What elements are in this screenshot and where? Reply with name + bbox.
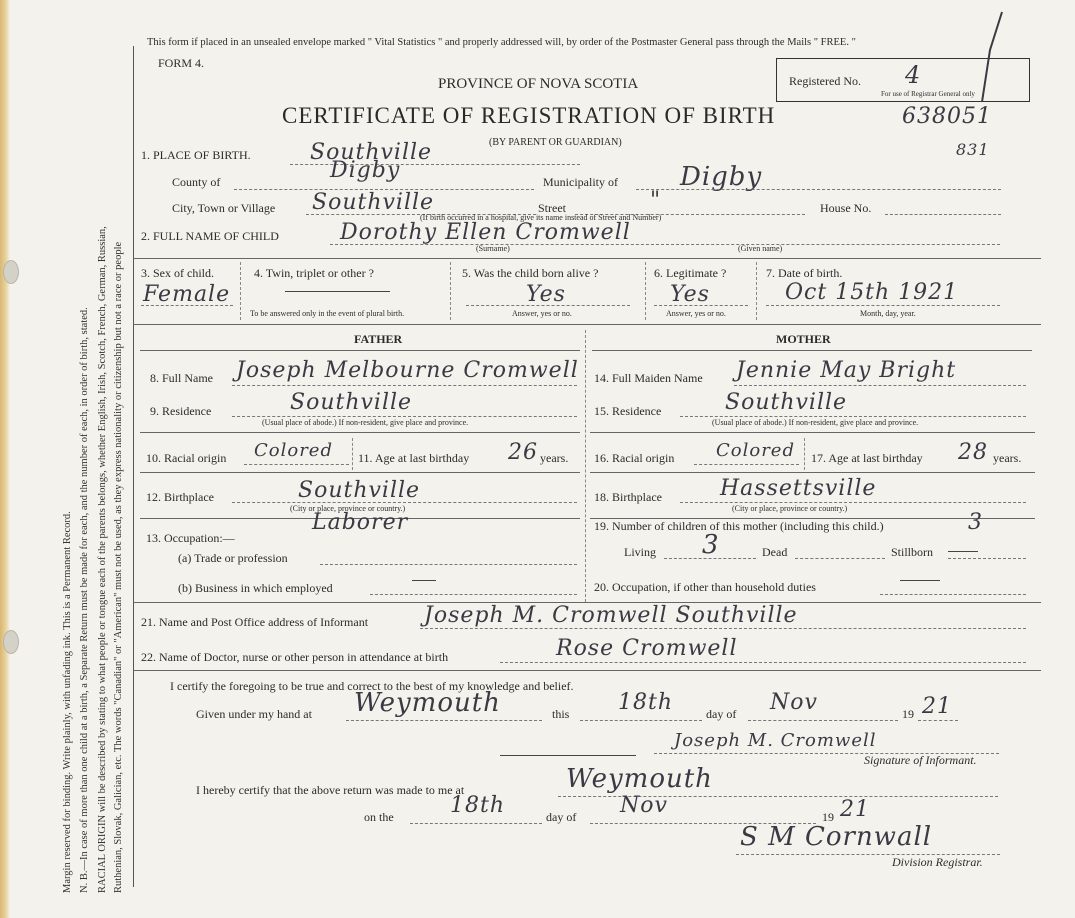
stillborn-dash xyxy=(948,551,978,552)
mother-race-value: Colored xyxy=(716,440,795,461)
doctor-line xyxy=(500,662,1026,663)
certificate-title: CERTIFICATE OF REGISTRATION OF BIRTH xyxy=(282,103,776,128)
father-birthplace-line xyxy=(232,502,577,503)
place-of-birth-label: 1. PLACE OF BIRTH. xyxy=(141,148,251,162)
section-rule xyxy=(133,258,1041,259)
column-divider xyxy=(240,262,241,320)
registered-value: 4 xyxy=(905,61,922,89)
mother-race-line xyxy=(694,464,799,465)
stamp-number: 638051 xyxy=(902,104,992,129)
mother-residence-label: 15. Residence xyxy=(594,404,662,418)
informant-line xyxy=(420,628,1026,629)
mother-birthplace-line xyxy=(680,502,1026,503)
father-race-label: 10. Racial origin xyxy=(146,451,227,465)
municipality-label: Municipality of xyxy=(543,175,618,189)
side-note-4: Ruthenian, Slovak, Galician, etc. The words "Canadian" or "American" must not be used, as they express nationality or citizenship but not a race or people xyxy=(113,241,124,893)
informant-label: 21. Name and Post Office address of Informant xyxy=(141,615,369,629)
mother-residence-line xyxy=(680,416,1026,417)
father-rule xyxy=(140,432,580,433)
side-note-1: Margin reserved for binding. Write plainly, with unfading ink. This is a Permanent Record. xyxy=(62,511,73,893)
informant-value: Joseph M. Cromwell Southville xyxy=(424,603,798,628)
child-name-line xyxy=(330,244,1000,245)
father-occupation-label: 13. Occupation:— xyxy=(146,531,235,545)
mother-heading: MOTHER xyxy=(776,332,831,346)
this-label: this xyxy=(552,707,570,721)
mother-age-value: 28 xyxy=(958,440,988,465)
father-rule xyxy=(140,350,580,351)
children-label: 19. Number of children of this mother (including this child.) xyxy=(594,519,884,533)
legitimate-note: Answer, yes or no. xyxy=(666,309,726,318)
registrar-statement: I hereby certify that the above return was made to me at xyxy=(196,783,465,797)
county-label: County of xyxy=(172,175,221,189)
mother-rule xyxy=(590,472,1035,473)
alive-note: Answer, yes or no. xyxy=(512,309,572,318)
business-label: (b) Business in which employed xyxy=(178,581,333,595)
mother-birthplace-note: (City or place, province or country.) xyxy=(732,504,848,513)
mother-occupation-label: 20. Occupation, if other than household duties xyxy=(594,580,816,594)
father-race-line xyxy=(244,464,349,465)
place-of-birth-value: Southville xyxy=(310,140,433,165)
street-value: " xyxy=(650,188,662,213)
certify-statement: I certify the foregoing to be true and correct to the best of my knowledge and belief. xyxy=(170,679,574,693)
father-birthplace-value: Southville xyxy=(298,478,421,503)
city-label: City, Town or Village xyxy=(172,201,276,215)
column-divider xyxy=(804,438,805,470)
mother-name-label: 14. Full Maiden Name xyxy=(594,371,703,385)
parents-divider xyxy=(585,330,586,602)
children-value: 3 xyxy=(968,510,983,535)
column-divider xyxy=(352,438,353,470)
binding-hole xyxy=(3,260,19,284)
side-note-2: N. B.—In case of more than one child at a birth, a Separate Return must be made for each, and the number of each, in order of birth, stated. xyxy=(79,307,90,893)
column-divider xyxy=(756,262,757,320)
form-number: FORM 4. xyxy=(158,56,205,70)
registrar-year: 21 xyxy=(840,797,870,822)
trade-line xyxy=(320,564,577,565)
given-year: 21 xyxy=(922,694,952,719)
twin-note: To be answered only in the event of plural birth. xyxy=(250,309,405,318)
registrar-day: 18th xyxy=(450,793,506,818)
father-name-line xyxy=(232,385,577,386)
registrar-month: Nov xyxy=(620,793,668,818)
child-name-label: 2. FULL NAME OF CHILD xyxy=(141,229,279,243)
living-line xyxy=(664,558,756,559)
street-label: Street xyxy=(538,201,566,215)
mother-residence-note: (Usual place of abode.) If non-resident, give place and province. xyxy=(712,418,919,427)
side-note-3: RACIAL ORIGIN will be described by stating to what people or tongue each of the parents belongs, whether English, Irish, Scotch, French, German, Russian, xyxy=(97,226,108,893)
registrar-label: Division Registrar. xyxy=(892,855,983,869)
column-divider xyxy=(450,262,451,320)
pen-mark xyxy=(960,10,1010,110)
surname-note: (Surname) xyxy=(476,244,510,253)
given-month-line xyxy=(748,720,898,721)
mother-rule xyxy=(592,350,1032,351)
mother-name-value: Jennie May Bright xyxy=(736,358,957,383)
living-label: Living xyxy=(624,545,656,559)
given-label: Given under my hand at xyxy=(196,707,312,721)
province-heading: PROVINCE OF NOVA SCOTIA xyxy=(438,76,639,92)
doctor-value: Rose Cromwell xyxy=(556,636,738,661)
given-day-line xyxy=(580,720,702,721)
mother-birthplace-label: 18. Birthplace xyxy=(594,490,662,504)
binding-edge xyxy=(0,0,10,918)
sex-label: 3. Sex of child. xyxy=(141,266,214,280)
mother-occupation-line xyxy=(880,594,1026,595)
stillborn-line xyxy=(948,558,1026,559)
hospital-note: (If birth occurred in a hospital, give its name instead of Street and Number) xyxy=(420,213,662,222)
dob-value: Oct 15th 1921 xyxy=(785,280,959,305)
trade-label: (a) Trade or profession xyxy=(178,551,288,565)
father-residence-line xyxy=(232,416,577,417)
father-residence-label: 9. Residence xyxy=(150,404,212,418)
registered-note: For use of Registrar General only xyxy=(881,90,975,98)
sex-line xyxy=(141,305,233,306)
municipality-value: Digby xyxy=(680,162,763,192)
dead-label: Dead xyxy=(762,545,788,559)
legitimate-label: 6. Legitimate ? xyxy=(654,266,727,280)
father-name-label: 8. Full Name xyxy=(150,371,213,385)
registered-label: Registered No. xyxy=(789,74,861,88)
dob-line xyxy=(766,305,1000,306)
father-residence-value: Southville xyxy=(290,390,413,415)
signature-label: Signature of Informant. xyxy=(864,753,977,767)
mother-age-unit: years. xyxy=(993,451,1022,465)
child-name-value: Dorothy Ellen Cromwell xyxy=(340,220,631,245)
father-age-value: 26 xyxy=(508,440,538,465)
municipality-line xyxy=(636,189,1001,190)
given-place-line xyxy=(346,720,542,721)
registrar-place: Weymouth xyxy=(566,764,713,794)
mother-age-label: 17. Age at last birthday xyxy=(811,451,923,465)
twin-label: 4. Twin, triplet or other ? xyxy=(254,266,374,280)
given-year-line xyxy=(918,720,958,721)
informant-signature: Joseph M. Cromwell xyxy=(674,730,877,751)
mother-race-label: 16. Racial origin xyxy=(594,451,675,465)
father-name-value: Joseph Melbourne Cromwell xyxy=(236,358,579,383)
day-of-label: day of xyxy=(706,707,737,721)
given-month: Nov xyxy=(770,690,818,715)
father-rule xyxy=(140,472,580,473)
house-line xyxy=(885,214,1001,215)
certificate-subtitle: (BY PARENT OR GUARDIAN) xyxy=(489,137,622,148)
given-day: 18th xyxy=(618,690,674,715)
alive-line xyxy=(466,305,630,306)
alive-label: 5. Was the child born alive ? xyxy=(462,266,599,280)
sex-value: Female xyxy=(143,282,231,307)
registrar-day-line xyxy=(410,823,542,824)
dob-note: Month, day, year. xyxy=(860,309,916,318)
mother-name-line xyxy=(734,385,1026,386)
father-race-value: Colored xyxy=(254,440,333,461)
dob-label: 7. Date of birth. xyxy=(766,266,843,280)
registrar-day-of: day of xyxy=(546,810,577,824)
year-prefix: 19 xyxy=(902,707,914,721)
witness-line xyxy=(500,755,636,756)
alive-value: Yes xyxy=(526,282,566,307)
father-birthplace-note: (City or place, province or country.) xyxy=(290,504,406,513)
legitimate-value: Yes xyxy=(670,282,710,307)
business-dash xyxy=(412,580,436,581)
registrar-signature: S M Cornwall xyxy=(740,822,933,852)
father-occupation-value: Laborer xyxy=(312,510,409,535)
postal-notice: This form if placed in an unsealed envelope marked " Vital Statistics " and properly addressed will, by order of the Postmaster General pass through the Mails " FREE. " xyxy=(147,37,856,48)
father-age-unit: years. xyxy=(540,451,569,465)
stamp-number-2: 831 xyxy=(956,140,990,159)
father-heading: FATHER xyxy=(354,332,403,346)
given-name-note: (Given name) xyxy=(738,244,783,253)
living-value: 3 xyxy=(702,530,720,560)
doctor-label: 22. Name of Doctor, nurse or other person in attendance at birth xyxy=(141,650,449,664)
stillborn-label: Stillborn xyxy=(891,545,934,559)
legitimate-line xyxy=(654,305,748,306)
house-label: House No. xyxy=(820,201,872,215)
given-place: Weymouth xyxy=(354,688,501,718)
mother-residence-value: Southville xyxy=(725,390,848,415)
on-the-label: on the xyxy=(364,810,394,824)
mother-rule xyxy=(590,432,1035,433)
section-rule xyxy=(133,670,1041,671)
dead-line xyxy=(795,558,885,559)
twin-line xyxy=(285,291,390,292)
registrar-year-prefix: 19 xyxy=(822,810,834,824)
mother-occupation-dash xyxy=(900,580,940,581)
binding-hole xyxy=(3,630,19,654)
father-age-label: 11. Age at last birthday xyxy=(358,451,470,465)
business-line xyxy=(370,594,577,595)
city-value: Southville xyxy=(312,190,435,215)
column-divider xyxy=(645,262,646,320)
father-residence-note: (Usual place of abode.) If non-resident, give place and province. xyxy=(262,418,469,427)
county-value: Digby xyxy=(330,158,401,183)
mother-birthplace-value: Hassettsville xyxy=(720,476,877,501)
section-rule xyxy=(133,324,1041,325)
father-birthplace-label: 12. Birthplace xyxy=(146,490,214,504)
